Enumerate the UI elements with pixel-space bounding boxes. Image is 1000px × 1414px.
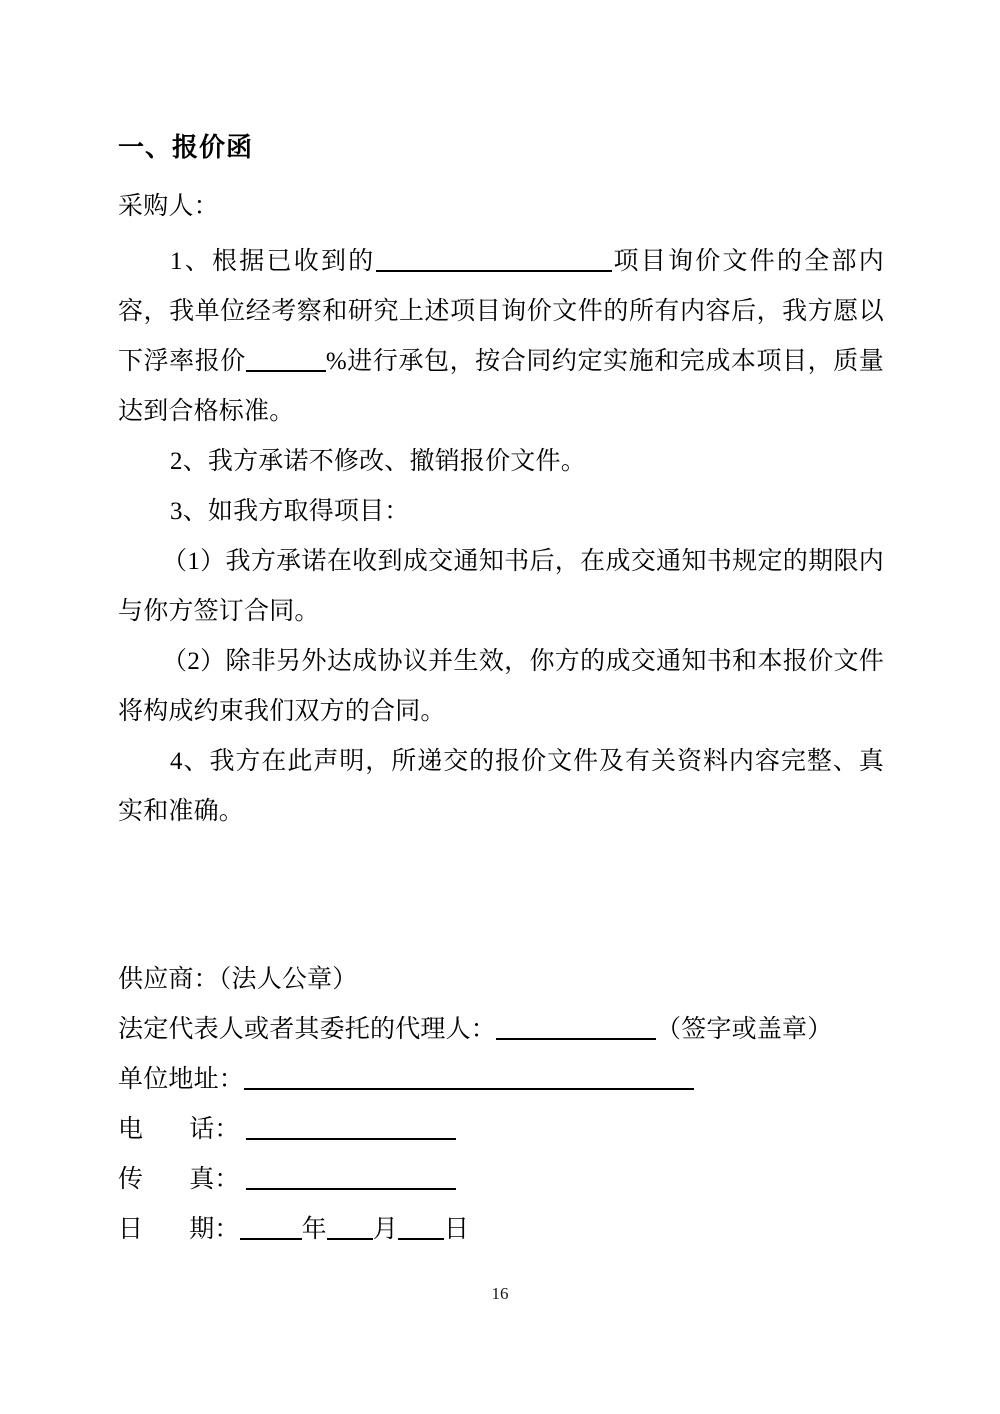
fax-label-rest: 真： — [189, 1166, 240, 1193]
clause-4: 4、我方在此声明，所递交的报价文件及有关资料内容完整、真实和准确。 — [118, 748, 884, 825]
fax-blank[interactable] — [246, 1163, 456, 1191]
page-number: 16 — [491, 1284, 509, 1303]
clause-1-text-after-blank: %进行承包，按合同约定实施和完成本项目，质量达到合格标准。 — [118, 348, 884, 425]
address-label: 单位地址： — [118, 1066, 245, 1093]
phone-blank[interactable] — [246, 1113, 456, 1141]
phone-label-first-char: 电 — [118, 1116, 144, 1143]
representative-label: 法定代表人或者其委托的代理人： — [118, 1016, 497, 1043]
fax-line — [118, 1155, 884, 1205]
phone-line — [118, 1105, 884, 1155]
representative-signature-blank[interactable] — [496, 1013, 656, 1041]
addressee-line: 采购人： — [118, 193, 219, 220]
clause-1-text-before-blank: 1、根据已收到的 — [170, 248, 376, 275]
supplier-seal-line: 供应商：（法人公章） — [118, 966, 358, 993]
date-label-first-char: 日 — [118, 1216, 144, 1243]
discount-rate-blank[interactable] — [246, 345, 326, 373]
date-day-blank[interactable] — [398, 1213, 444, 1241]
clause-1 — [118, 237, 884, 437]
page-title: 一、报价函 — [118, 133, 254, 162]
date-label-rest: 期： — [189, 1216, 240, 1243]
representative-note: （签字或盖章） — [656, 1016, 833, 1043]
document-content — [118, 128, 884, 1255]
representative-line — [118, 1005, 884, 1055]
clause-3: 3、如我方取得项目： — [170, 498, 410, 525]
project-name-blank[interactable] — [376, 245, 612, 273]
date-line — [118, 1205, 884, 1255]
signature-gap-spacer — [118, 837, 884, 955]
clause-3-sub-2: （2）除非另外达成协议并生效，你方的成交通知书和本报价文件将构成约束我们双方的合同。 — [118, 648, 884, 725]
address-blank[interactable] — [244, 1063, 694, 1091]
date-year-blank[interactable] — [240, 1213, 302, 1241]
address-line — [118, 1055, 884, 1105]
clause-3-sub-1: （1）我方承诺在收到成交通知书后，在成交通知书规定的期限内与你方签订合同。 — [118, 548, 884, 625]
clause-1-text-middle: 项目询价文件的全部内容，我单位经考察和研究上述项目询价文件的所有内容后，我方愿以下浮率报价 — [118, 248, 884, 375]
signature-block — [118, 955, 884, 1255]
date-year-unit: 年 — [301, 1216, 327, 1243]
fax-label-first-char: 传 — [118, 1166, 144, 1193]
date-month-unit: 月 — [372, 1216, 399, 1243]
clause-2: 2、我方承诺不修改、撤销报价文件。 — [170, 448, 586, 475]
date-month-blank[interactable] — [327, 1213, 373, 1241]
phone-label-rest: 话： — [189, 1116, 240, 1143]
date-day-unit: 日 — [444, 1216, 470, 1243]
